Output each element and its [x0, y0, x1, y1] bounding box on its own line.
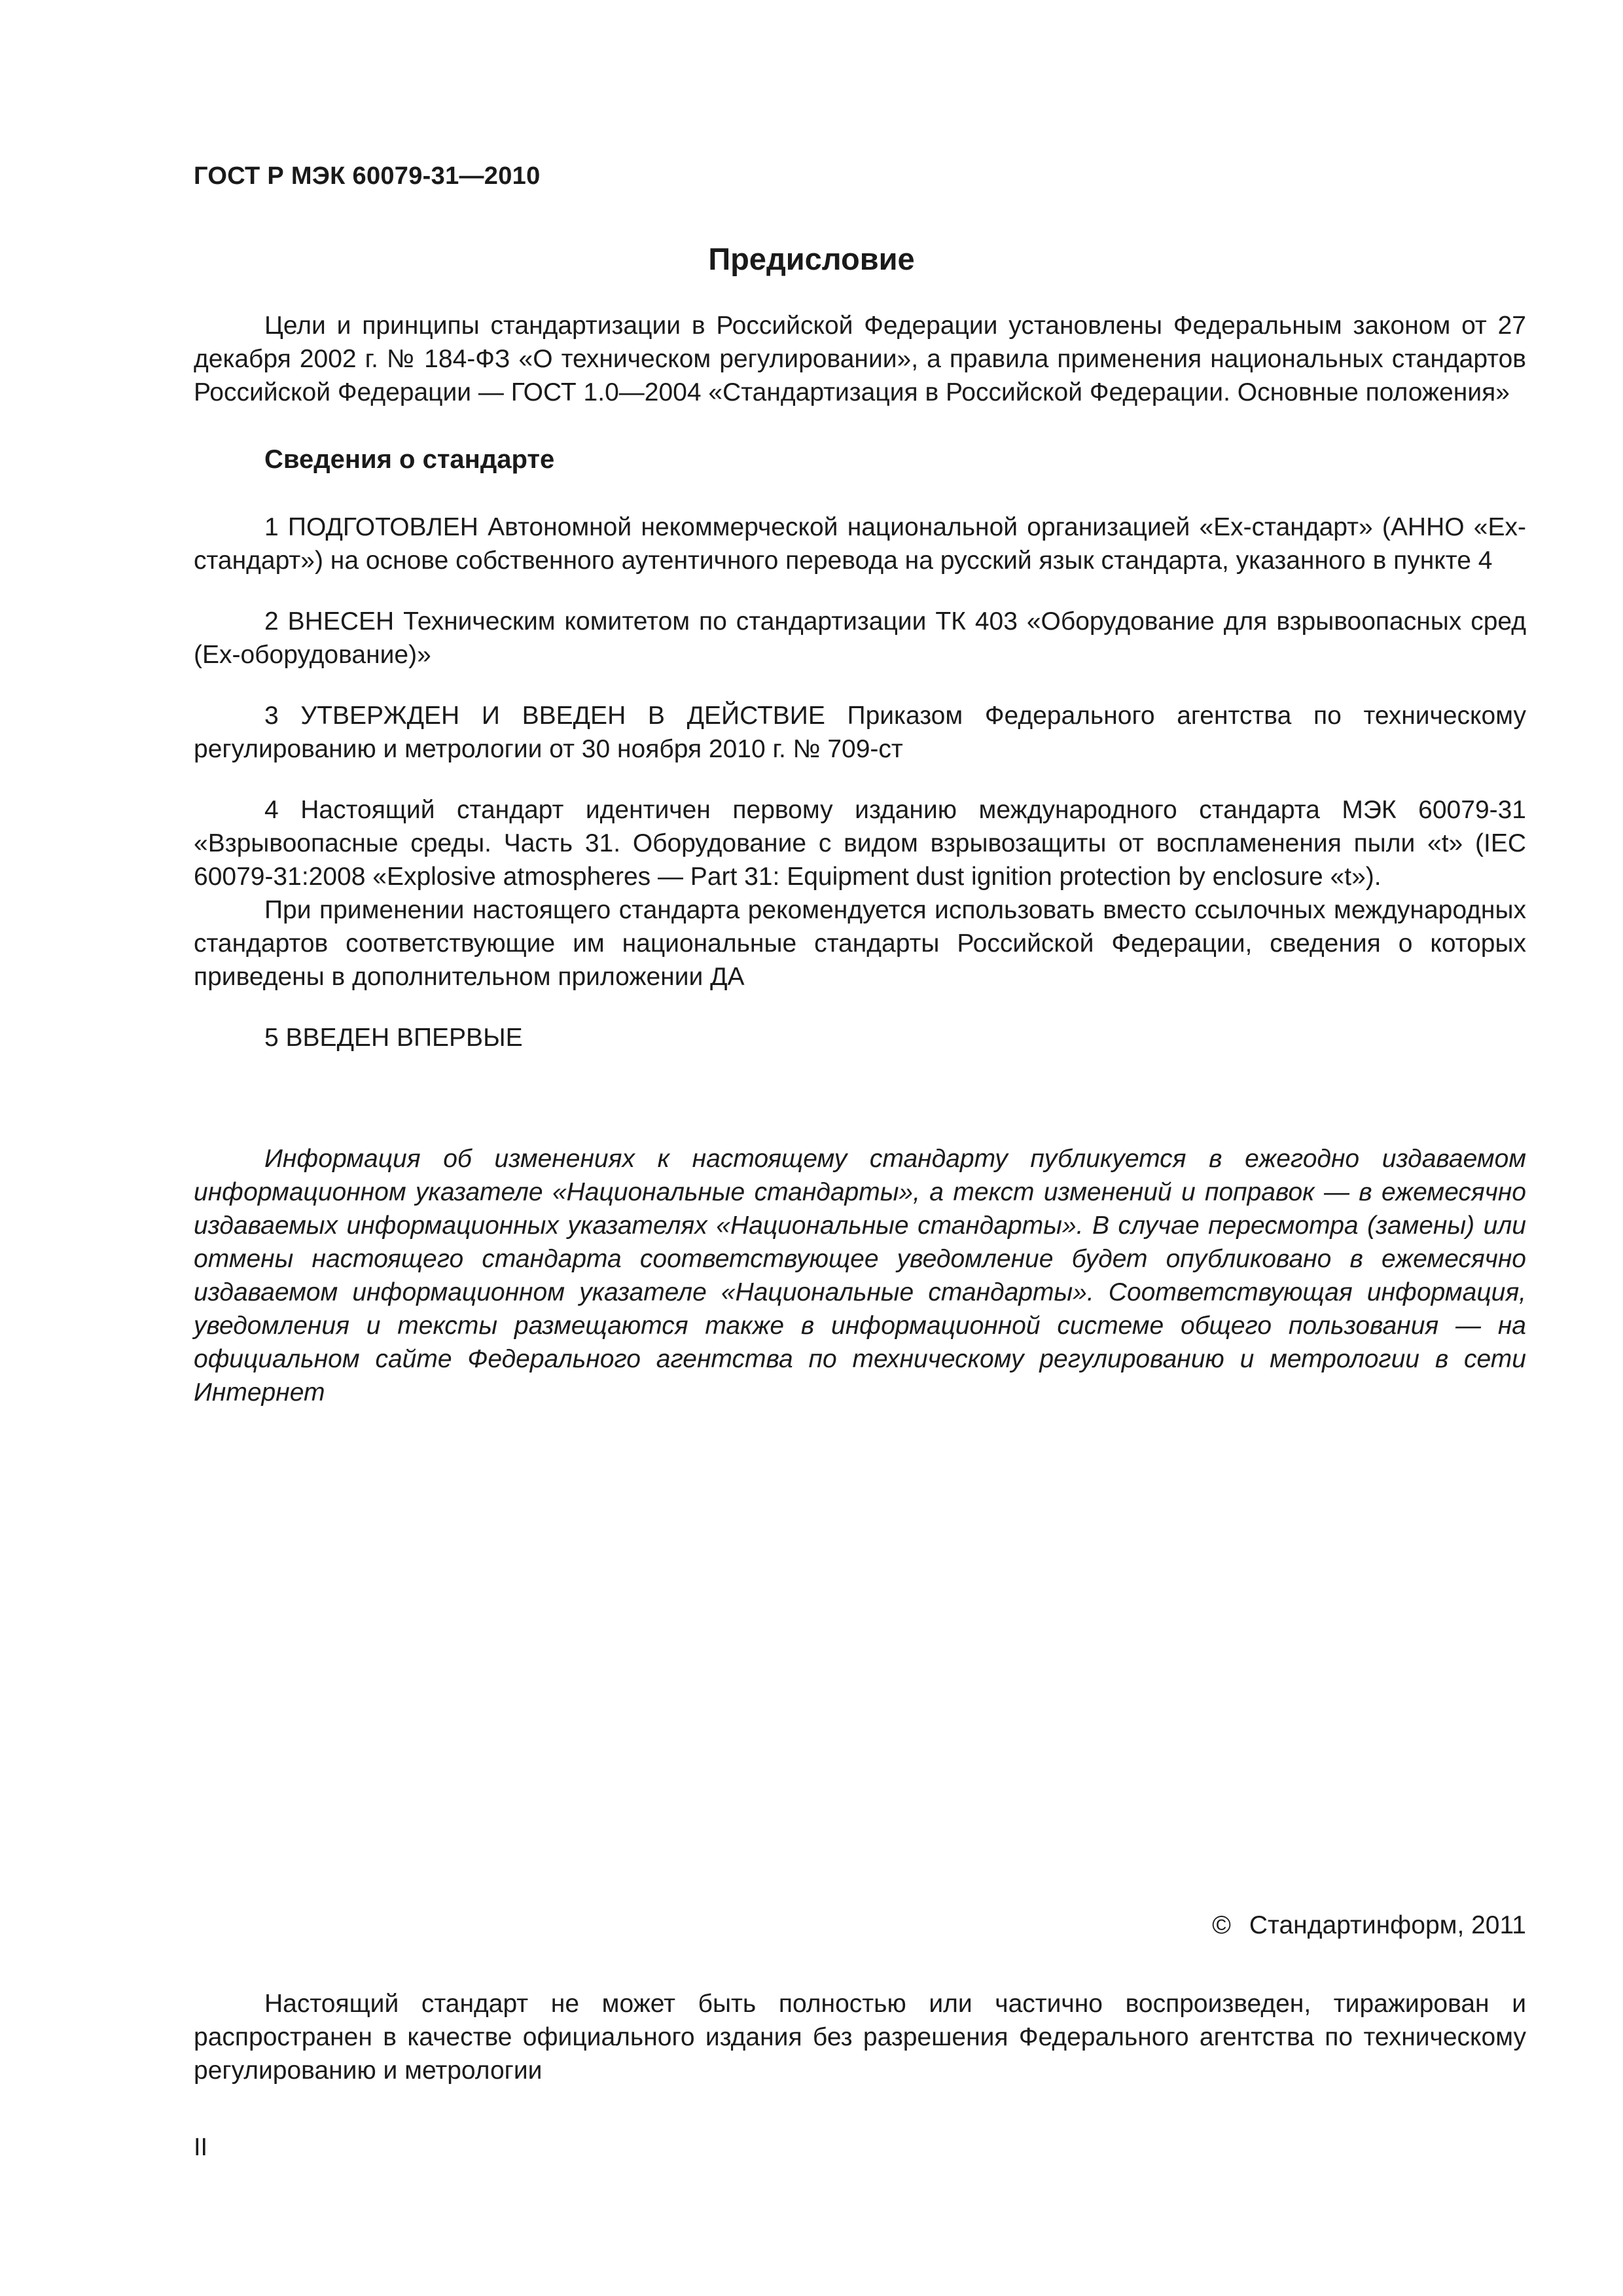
intro-paragraph: Цели и принципы стандартизации в Российской Федерации установлены Федеральным законом от 27 декабря 2002 г. № 184-ФЗ «О техническом регулировании», а правила применения национальных стандартов Российской Федерации — ГОСТ 1.0—2004 «Стандартизация в Российской Федерации. Основные положения»	[194, 312, 1526, 406]
copyright-line	[1212, 1911, 1526, 1940]
copyright-text: Стандартинформ, 2011	[1249, 1911, 1526, 1939]
reproduction-notice	[194, 1987, 1526, 2087]
copyright-symbol: ©	[1212, 1911, 1231, 1939]
foreword-body	[194, 309, 1526, 1409]
standard-code-header: ГОСТ Р МЭК 60079-31—2010	[194, 162, 541, 190]
item-4-note: При применении настоящего стандарта рекомендуется использовать вместо ссылочных международных стандартов соответствующие им национальные стандарты Российской Федерации, сведения о которых приведены в дополнительном приложении ДА	[194, 896, 1526, 991]
item-2-introduced: 2 ВНЕСЕН Техническим комитетом по стандартизации ТК 403 «Оборудование для взрывоопасных сред (Ех-оборудование)»	[194, 607, 1526, 669]
item-4-identical: 4 Настоящий стандарт идентичен первому изданию международного стандарта МЭК 60079-31 «Взрывоопасные среды. Часть 31. Оборудование с видом взрывозащиты от воспламенения пыли «t» (IEC 60079-31:2008 «Explosive atmospheres — Part 31: Equipment dust ignition protection by enclosure «t»).	[194, 796, 1526, 891]
item-1-prepared: 1 ПОДГОТОВЛЕН Автономной некоммерческой национальной организацией «Ех-стандарт» (АННО «Ех-стандарт») на основе собственного аутентичного перевода на русский язык стандарта, указанного в пункте 4	[194, 513, 1526, 575]
changes-information-notice: Информация об изменениях к настоящему стандарту публикуется в ежегодно издаваемом информационном указателе «Национальные стандарты», а текст изменений и поправок — в ежемесячно издаваемых информационных указателях «Национальные стандарты». В случае пересмотра (замены) или отмены настоящего стандарта соответствующее уведомление будет опубликовано в ежемесячно издаваемом информационном указателе «Национальные стандарты». Соответствующая информация, уведомления и тексты размещаются также в информационной системе общего пользования — на официальном сайте Федерального агентства по техническому регулированию и метрологии в сети Интернет	[194, 1145, 1526, 1407]
page-number: II	[194, 2134, 208, 2161]
page-title: Предисловие	[708, 242, 915, 276]
item-3-approved: 3 УТВЕРЖДЕН И ВВЕДЕН В ДЕЙСТВИЕ Приказом Федерального агентства по техническому регулированию и метрологии от 30 ноября 2010 г. № 709-ст	[194, 702, 1526, 763]
reproduction-notice-text: Настоящий стандарт не может быть полностью или частично воспроизведен, тиражирован и распространен в качестве официального издания без разрешения Федерального агентства по техническому регулированию и метрологии	[194, 1990, 1526, 2085]
item-5-first-introduced: 5 ВВЕДЕН ВПЕРВЫЕ	[264, 1024, 523, 1052]
standard-info-heading: Сведения о стандарте	[264, 445, 555, 474]
